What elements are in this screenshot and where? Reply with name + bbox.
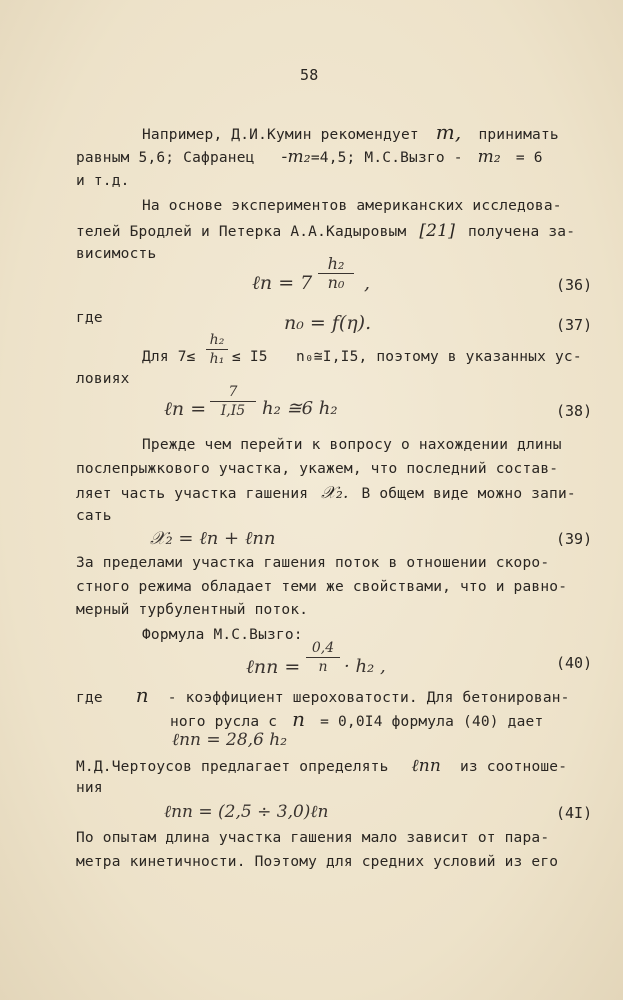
eq40-lhs: ℓnn = xyxy=(246,656,301,678)
handwritten-m2-b: m₂ xyxy=(477,147,501,167)
eq40-fraction: 0,4 n xyxy=(306,640,340,675)
symbol-n-2: n xyxy=(292,707,306,731)
eq36-tail: , xyxy=(364,272,371,294)
eq37-expr: n₀ = f(η). xyxy=(284,312,372,334)
eq36-fraction: h₂ n₀ xyxy=(318,256,354,291)
para5-line1: За пределами участка гашения поток в отношении скоро- xyxy=(76,555,550,571)
symbol-x2: 𝒳₂. xyxy=(321,483,349,503)
eq39-expr: 𝒳₂ = ℓn + ℓnn xyxy=(150,528,276,549)
para6-result: ℓnn = 28,6 h₂ xyxy=(172,730,288,750)
para3-line2: ловиях xyxy=(76,371,130,387)
eq38-rhs: h₂ ≅6 h₂ xyxy=(262,398,338,419)
symbol-n: n xyxy=(135,683,149,707)
formula-label: Формула М.С.Вызго: xyxy=(142,627,303,643)
para7-line1: М.Д.Чертоусов предлагает определять ℓnn из соотноше- xyxy=(76,756,568,776)
para3-fraction: h₂ h₁ xyxy=(206,332,228,367)
para1-line2: равным 5,6; Сафранец -m₂=4,5; М.С.Вызго - m₂ = 6 xyxy=(76,147,543,167)
eq41-number: (4I) xyxy=(556,804,593,822)
symbol-lnn: ℓnn xyxy=(411,756,442,776)
eq40-rhs: · h₂ , xyxy=(344,656,386,677)
eq36-number: (36) xyxy=(556,276,593,294)
eq41-expr: ℓnn = (2,5 ÷ 3,0)ℓn xyxy=(164,802,329,822)
para6-line1: где n - коэффициент шероховатости. Для бетонирован- xyxy=(76,683,570,707)
eq38-number: (38) xyxy=(556,402,593,420)
para4-line4: сать xyxy=(76,508,112,524)
eq38-fraction: 7 I,I5 xyxy=(210,384,256,419)
para7-line2: ния xyxy=(76,780,103,796)
para5-line2: стного режима обладает теми же свойствами, что и равно- xyxy=(76,579,568,595)
para2-line2: телей Бродлей и Петерка А.А.Кадыровым [21] получена за- xyxy=(76,221,576,241)
para2-line3: висимость xyxy=(76,246,157,262)
para2-line1: На основе экспериментов американских исследова- xyxy=(142,198,562,214)
para3-c: n₀≅I,I5, поэтому в указанных ус- xyxy=(296,349,582,365)
para5-line3: мерный турбулентный поток. xyxy=(76,602,309,618)
para4-line3: ляет часть участка гашения 𝒳₂. В общем виде можно запи- xyxy=(76,483,576,503)
handwritten-m2-a: -m₂ xyxy=(281,147,311,167)
para6-line2: ного русла с n = 0,0I4 формула (40) дает xyxy=(170,707,544,731)
para1-line3: и т.д. xyxy=(76,173,130,189)
page-number: 58 xyxy=(300,66,319,84)
handwritten-m: m, xyxy=(435,120,462,144)
para4-line1: Прежде чем перейти к вопросу о нахождении длины xyxy=(142,437,562,453)
para3-b: ≤ I5 xyxy=(232,349,268,365)
eq40-number: (40) xyxy=(556,654,593,672)
eq38-lhs: ℓn = xyxy=(164,398,207,420)
eq37-number: (37) xyxy=(556,316,593,334)
eq39-number: (39) xyxy=(556,530,593,548)
eq36-lhs: ℓn = 7 xyxy=(252,272,313,294)
para4-line2: послепрыжкового участка, укажем, что последний состав- xyxy=(76,461,559,477)
para8-line2: метра кинетичности. Поэтому для средних условий из его xyxy=(76,854,559,870)
citation-ref: [21] xyxy=(419,221,456,241)
eq37-label: где xyxy=(76,310,103,326)
para3-a: Для 7≤ xyxy=(142,349,196,365)
para1-line1: Например, Д.И.Кумин рекомендует m, принимать xyxy=(142,120,559,144)
para8-line1: По опытам длина участка гашения мало зависит от пара- xyxy=(76,830,550,846)
